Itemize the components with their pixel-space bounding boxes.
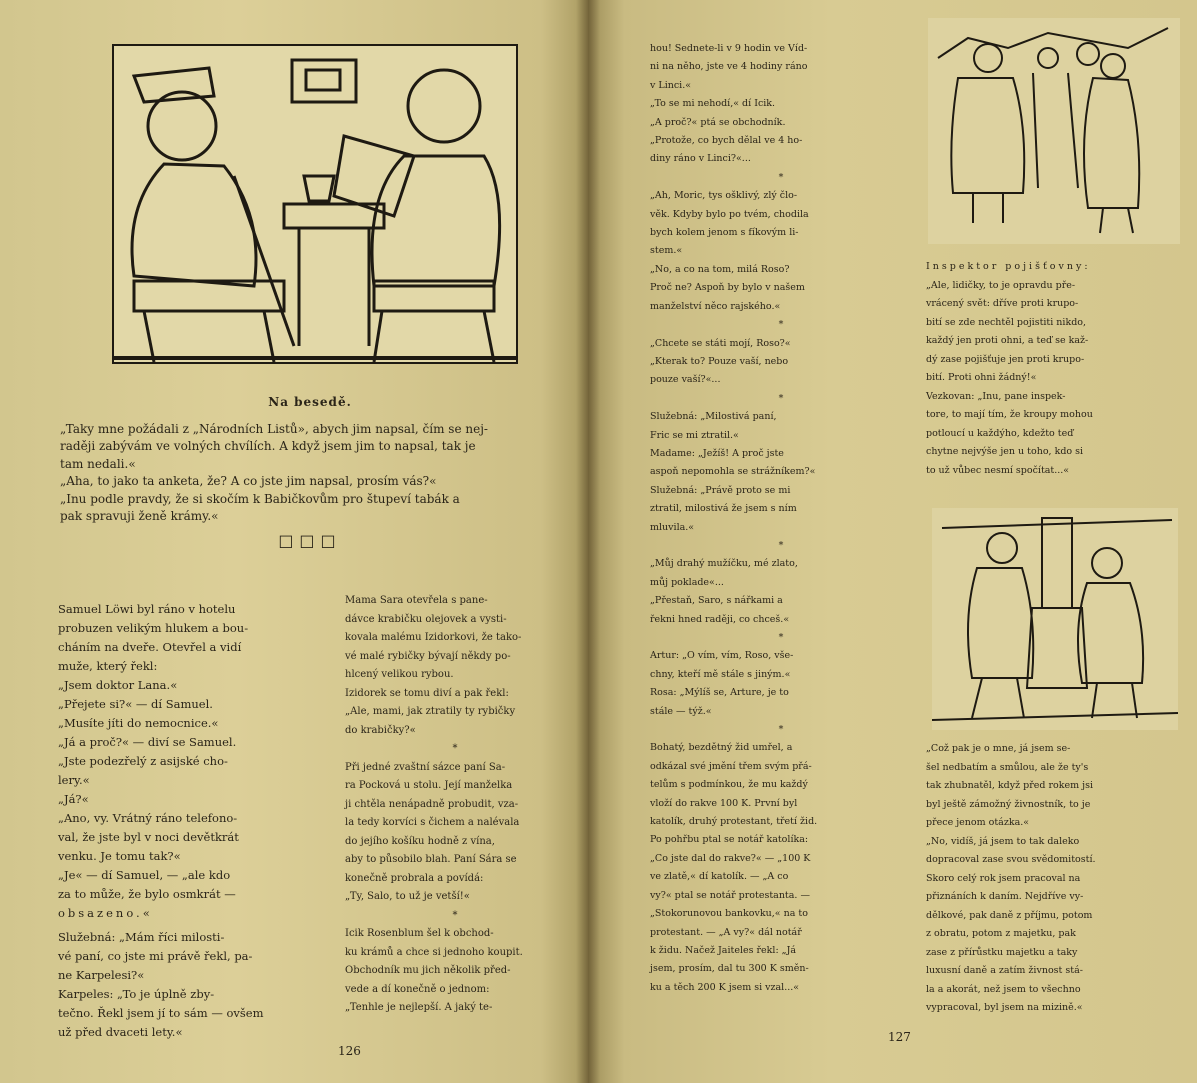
intro-line: „Aha, to jako ta anketa, že? A co jste jim napsal, prosím vás?« <box>60 474 437 488</box>
text-line: „Což pak je o mne, já jsem se- <box>926 743 1071 754</box>
text-line: katolík, druhý protestant, třetí žid. <box>650 816 818 828</box>
text-line: vy?« ptal se notář protestanta. — <box>650 889 810 901</box>
text-line: „Ah, Moric, tys ošklivý, zlý člo- <box>650 190 798 202</box>
text-line: diny ráno v Linci?«... <box>650 153 751 165</box>
text-line: Izidorek se tomu diví a pak řekl: <box>345 687 509 699</box>
text-line: můj poklade«... <box>650 576 724 588</box>
right-page <box>588 0 1197 1083</box>
left-column-2 <box>345 592 565 1018</box>
text-line: muže, který řekl: <box>58 659 158 673</box>
text-line: lery.« <box>58 773 90 787</box>
text-line: stále — týž.« <box>650 705 712 717</box>
text-line: za to může, že bylo osmkrát — <box>58 887 236 901</box>
text-line: „Ale, lidičky, to je opravdu pře- <box>926 279 1076 291</box>
text-line: Rosa: „Mýlíš se, Arture, je to <box>650 687 789 699</box>
text-line: „Kterak to? Pouze vaší, nebo <box>650 355 789 367</box>
text-line: Proč ne? Aspoň by bylo v našem <box>650 282 805 294</box>
intro-line: „Taky mne požádali z „Národních Listů», abych jim napsal, čím se nej- <box>60 421 488 436</box>
text-line: ra Pocková u stolu. Její manželka <box>345 780 513 791</box>
text-line: k židu. Načež Jaiteles řekl: „Já <box>650 944 797 956</box>
text-line: zase z přírůstku majetku a taky <box>926 946 1078 958</box>
text-line: „Můj drahý mužíčku, mé zlato, <box>650 558 798 570</box>
text-line: telům s podmínkou, že mu každý <box>650 779 808 791</box>
text-line: probuzen velikým hlukem a bou- <box>58 621 249 635</box>
text-line: chny, kteří mě stále s jiným.« <box>650 668 791 680</box>
cartoon-illustration-police-and-bald-man <box>112 44 518 364</box>
text-line: bych kolem jenom s fíkovým li- <box>650 227 799 239</box>
text-line: „Jste podezřelý z asijské cho- <box>58 754 228 768</box>
text-line: tore, to mají tím, že kroupy mohou <box>926 409 1093 420</box>
star-separator: * <box>778 632 784 643</box>
text-line: do krabičky?« <box>345 724 416 736</box>
text-line: ku krámů a chce si jednoho koupit. <box>345 946 523 958</box>
page-number-left: 126 <box>338 1044 361 1058</box>
text-line: „Musíte jíti do nemocnice.« <box>58 716 219 730</box>
text-line: dělkové, pak daně z příjmu, potom <box>926 909 1093 921</box>
text-line: tečno. Řekl jsem jí to sám — ovšem <box>58 1006 264 1020</box>
text-line: Mama Sara otevřela s pane- <box>345 595 488 606</box>
text-line: „Co jste dal do rakve?« — „100 K <box>650 852 811 864</box>
star-separator: * <box>452 743 458 754</box>
star-separator: * <box>778 539 784 551</box>
right-column-2-top <box>926 258 1188 480</box>
text-line: pouze vaší?«... <box>650 374 721 386</box>
text-line: „Já?« <box>58 792 89 806</box>
text-line: „Přestaň, Saro, s nářkami a <box>650 595 783 607</box>
text-line: „Je« — dí Samuel, — „ale kdo <box>58 868 231 882</box>
text-line: ni na něho, jste ve 4 hodiny ráno <box>650 61 808 73</box>
text-line: vede a dí konečně o jednom: <box>345 983 490 995</box>
text-line: „No, vidíš, já jsem to tak daleko <box>926 835 1080 847</box>
text-line: Při jedné zvaštní sázce paní Sa- <box>345 761 506 773</box>
star-separator: * <box>778 724 784 736</box>
text-line: vypracoval, byl jsem na mizině.« <box>926 1002 1083 1013</box>
text-line: ve zlatě,« dí katolík. — „A co <box>650 871 789 883</box>
text-line: věk. Kdyby bylo po tvém, chodila <box>650 208 809 220</box>
text-line: obsazeno.« <box>58 906 153 920</box>
text-line: dý zase pojišťuje jen proti krupo- <box>926 353 1085 365</box>
text-line: „Stokorunovou bankovku,« na to <box>650 908 808 920</box>
text-line: tak zhubnatěl, když před rokem jsi <box>926 780 1093 791</box>
text-line: v Linci.« <box>650 79 692 91</box>
text-line: „To se mi nehodí,« dí Icik. <box>650 98 776 110</box>
left-column-1 <box>58 600 333 1042</box>
section-separator: □□□ <box>278 530 342 550</box>
anecdote-title: Na besedě. <box>268 395 352 409</box>
text-line: ne Karpelesi?« <box>58 968 145 982</box>
intro-line: raději zabývám ve volných chvílích. A když jsem jim to napsal, tak je <box>60 439 476 453</box>
text-line: la a akorát, než jsem to všechno <box>926 983 1081 995</box>
text-line: Madame: „Ježíš! A proč jste <box>650 447 784 459</box>
text-line: cháním na dveře. Otevřel a vidí <box>58 640 242 654</box>
right-column-1 <box>650 40 912 997</box>
intro-line: pak spravuji ženě krámy.« <box>60 509 219 523</box>
text-line: val, že jste byl v noci devětkrát <box>58 830 239 844</box>
text-line: aby to působilo blah. Paní Sára se <box>345 854 517 865</box>
text-line: Vezkovan: „Inu, pane inspek- <box>926 390 1066 402</box>
text-line: Služebná: „Právě proto se mi <box>650 484 791 496</box>
text-line: hou! Sednete-li v 9 hodin ve Víd- <box>650 43 808 54</box>
text-line: aspoň nepomohla se strážníkem?« <box>650 466 816 478</box>
star-separator: * <box>778 319 784 331</box>
text-line: Po pohřbu ptal se notář katolíka: <box>650 834 809 846</box>
left-intro <box>60 394 560 550</box>
text-line: hlcený velikou rybou. <box>345 669 454 680</box>
text-line: „Tenhle je nejlepší. A jaký te- <box>345 1002 493 1013</box>
text-line: ji chtěla nenápadně probudit, vza- <box>345 798 519 810</box>
text-line: „Přejete si?« — dí Samuel. <box>58 697 213 711</box>
intro-line: tam nedali.« <box>60 456 136 471</box>
text-line: konečně probrala a povídá: <box>345 872 484 884</box>
star-separator: * <box>452 909 458 921</box>
text-line: Fric se mi ztratil.« <box>650 429 739 441</box>
text-line: „Ano, vy. Vrátný ráno telefono- <box>58 811 238 825</box>
star-separator: * <box>778 392 784 404</box>
text-line: „Jsem doktor Lana.« <box>58 678 178 692</box>
text-line: do jejího košíku hodně z vína, <box>345 835 495 847</box>
text-line: odkázal své jmění třem svým přá- <box>650 760 812 772</box>
text-line: ku a těch 200 K jsem si vzal...« <box>650 981 800 993</box>
text-line: řekni hned raději, co chceš.« <box>650 613 790 625</box>
text-line: přiznáních k daním. Nejdříve vy- <box>926 891 1084 902</box>
text-line: bití. Proti ohni žádný!« <box>926 372 1037 383</box>
text-line: to už vůbec nesmí spočítat...« <box>926 464 1070 476</box>
text-line: luxusní daně a zatím živnost stá- <box>926 965 1083 976</box>
text-line: Karpeles: „To je úplně zby- <box>58 987 215 1001</box>
text-line: la tedy korvíci s čichem a nalévala <box>345 817 520 828</box>
book-gutter <box>576 0 600 1083</box>
text-line: ztratil, milostivá že jsem s ním <box>650 503 797 515</box>
text-line: už před dvaceti lety.« <box>58 1025 183 1039</box>
text-line: šel nedbatím a smůlou, ale že ty's <box>926 761 1089 773</box>
text-line: dávce krabičku olejovek a vysti- <box>345 613 507 625</box>
text-line: Služebná: „Mám říci milosti- <box>58 930 225 944</box>
text-line: vé malé rybičky bývají někdy po- <box>345 650 511 662</box>
text-line: „No, a co na tom, milá Roso? <box>650 263 790 275</box>
text-line: mluvila.« <box>650 521 695 533</box>
text-line: dopracoval zase svou svědomitostí. <box>926 854 1096 865</box>
right-column-2-bottom <box>926 740 1188 1018</box>
text-line: Samuel Löwi byl ráno v hotelu <box>58 602 236 616</box>
text-line: byl ještě zámožný živnostník, to je <box>926 798 1091 810</box>
text-line: vloží do rakve 100 K. První byl <box>650 797 798 809</box>
text-line: bití se zde nechtěl pojistiti nikdo, <box>926 316 1087 328</box>
sketch-illustration-two-men-by-stove <box>932 508 1178 730</box>
text-line: vrácený svět: dříve proti krupo- <box>926 298 1079 309</box>
text-line: z obratu, potom z majetku, pak <box>926 928 1076 939</box>
text-line: kovala malému Izidorkovi, že tako- <box>345 632 522 643</box>
page-number-right: 127 <box>888 1030 911 1044</box>
star-separator: * <box>778 171 784 183</box>
text-line: protestant. — „A vy?« dál notář <box>650 926 802 938</box>
text-line: stem.« <box>650 245 683 257</box>
text-line: potloucí u každýho, kdežto teď <box>926 427 1074 439</box>
text-line: vé paní, co jste mi právě řekl, pa- <box>58 949 253 963</box>
left-page <box>0 0 588 1083</box>
text-line: „Já a proč?« — diví se Samuel. <box>58 735 237 749</box>
text-line: Icik Rosenblum šel k obchod- <box>345 928 494 939</box>
text-line: Inspektor pojišťovny: <box>926 261 1091 272</box>
text-line: „Ale, mami, jak ztratily ty rybičky <box>345 706 516 717</box>
text-line: manželství něco rajského.« <box>650 300 781 312</box>
text-line: Bohatý, bezdětný žid umřel, a <box>650 742 793 754</box>
text-line: Služebná: „Milostivá paní, <box>650 411 777 423</box>
text-line: „Chcete se státi mojí, Roso?« <box>650 337 791 349</box>
sketch-illustration-men-in-coats <box>928 18 1180 244</box>
text-line: Artur: „O vím, vím, Roso, vše- <box>650 650 794 662</box>
text-line: „A proč?« ptá se obchodník. <box>650 116 786 128</box>
intro-line: „Inu podle pravdy, že si skočím k Babičkovům pro štupeví tabák a <box>60 491 460 506</box>
text-line: každý jen proti ohni, a teď se kaž- <box>926 335 1089 346</box>
text-line: Skoro celý rok jsem pracoval na <box>926 872 1081 884</box>
text-line: Obchodník mu jich několik před- <box>345 965 511 976</box>
text-line: chytne nejvýše jen u toho, kdo si <box>926 446 1084 457</box>
text-line: přece jenom otázka.« <box>926 817 1030 828</box>
text-line: „Ty, Salo, to už je vetší!« <box>345 891 470 902</box>
text-line: „Protože, co bych dělal ve 4 ho- <box>650 135 803 147</box>
text-line: venku. Je tomu tak?« <box>58 849 181 863</box>
text-line: jsem, prosím, dal tu 300 K směn- <box>650 963 809 975</box>
